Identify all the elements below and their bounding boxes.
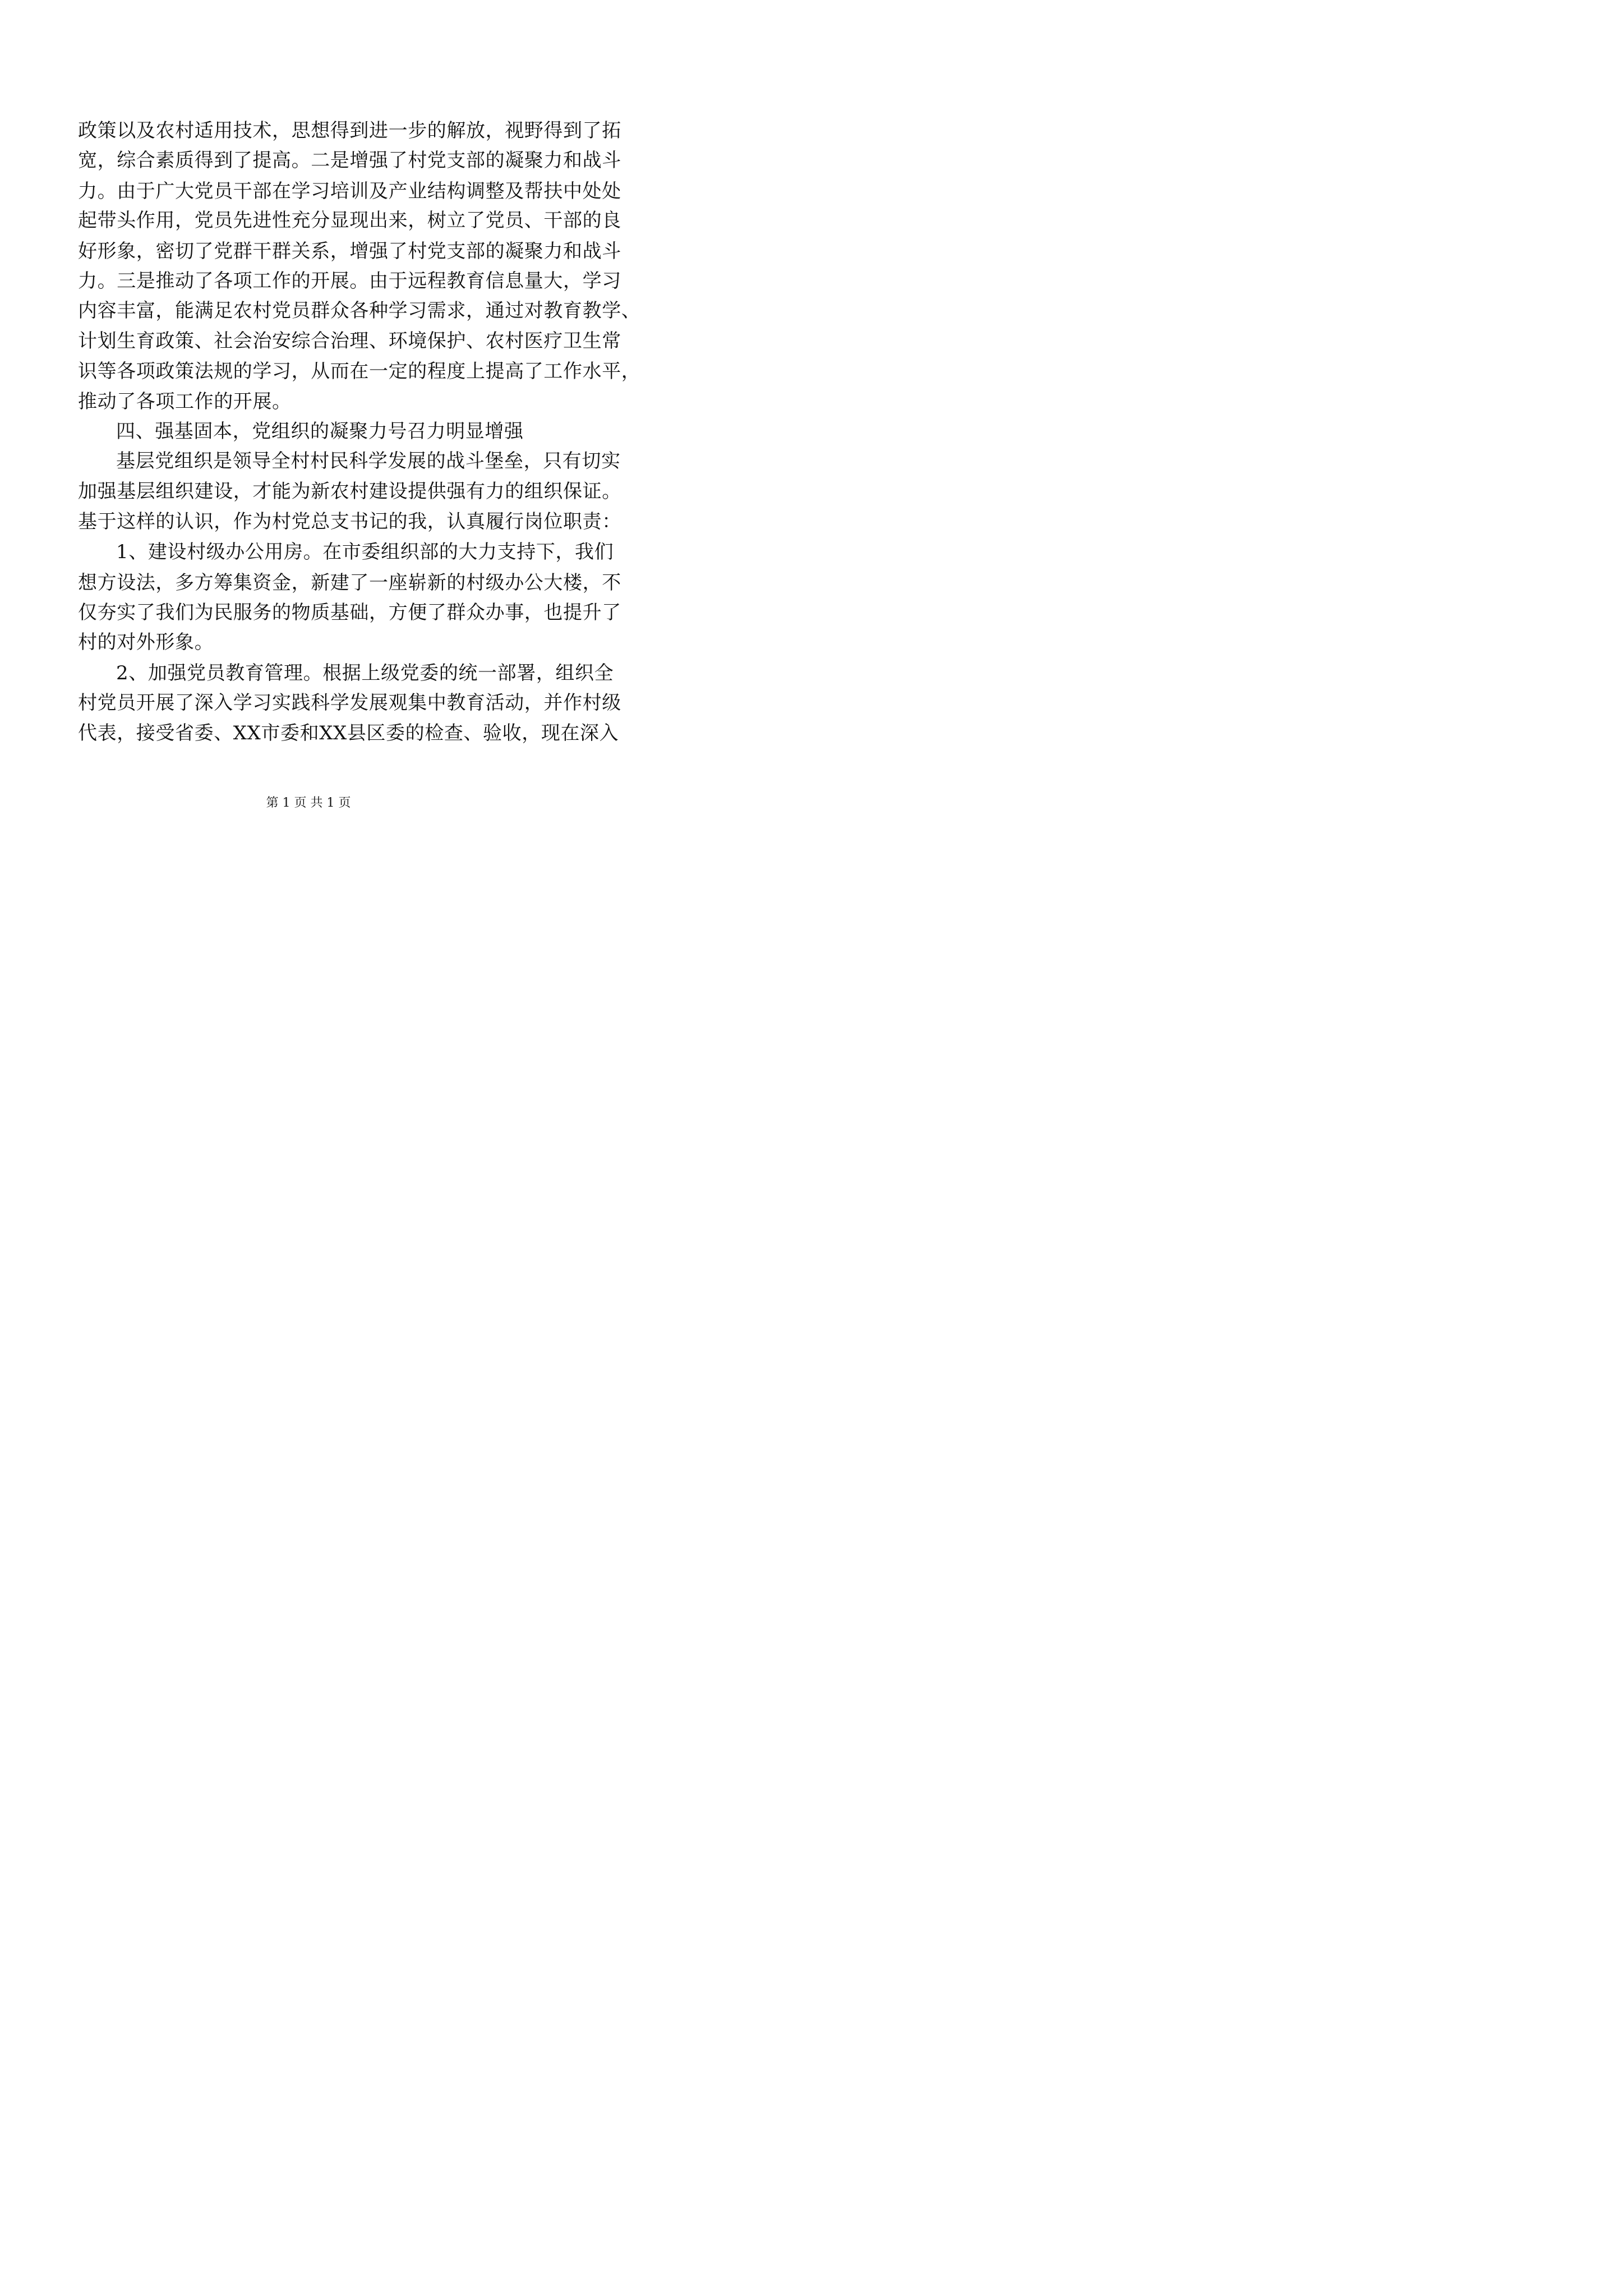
paragraph-line: 村党员开展了深入学习实践科学发展观集中教育活动，并作村级 xyxy=(78,692,621,714)
paragraph-line: 宽，综合素质得到了提高。二是增强了村党支部的凝聚力和战斗 xyxy=(78,149,621,172)
paragraph-line: 力。由于广大党员干部在学习培训及产业结构调整及帮扶中处处 xyxy=(78,180,621,203)
paragraph-line: 政策以及农村适用技术，思想得到进一步的解放，视野得到了拓 xyxy=(78,119,621,142)
page-number-footer: 第 1 页 共 1 页 xyxy=(266,796,351,810)
section-heading: 四、强基固本，党组织的凝聚力号召力明显增强 xyxy=(116,420,524,443)
paragraph-line: 计划生育政策、社会治安综合治理、环境保护、农村医疗卫生常 xyxy=(78,330,621,352)
paragraph-line: 1、建设村级办公用房。在市委组织部的大力支持下，我们 xyxy=(116,541,614,563)
paragraph-line: 加强基层组织建设，才能为新农村建设提供强有力的组织保证。 xyxy=(78,480,621,503)
paragraph-line: 好形象，密切了党群干群关系，增强了村党支部的凝聚力和战斗 xyxy=(78,240,621,263)
paragraph-line: 内容丰富，能满足农村党员群众各种学习需求，通过对教育教学、 xyxy=(78,300,641,322)
paragraph-line: 基于这样的认识，作为村党总支书记的我，认真履行岗位职责： xyxy=(78,510,621,533)
paragraph-line: 基层党组织是领导全村村民科学发展的战斗堡垒，只有切实 xyxy=(116,450,621,472)
paragraph-line: 仅夯实了我们为民服务的物质基础，方便了群众办事，也提升了 xyxy=(78,601,621,624)
paragraph-line: 力。三是推动了各项工作的开展。由于远程教育信息量大，学习 xyxy=(78,270,621,292)
document-page xyxy=(0,0,641,872)
paragraph-line: 推动了各项工作的开展。 xyxy=(78,390,292,413)
paragraph-line: 想方设法，多方筹集资金，新建了一座崭新的村级办公大楼，不 xyxy=(78,572,621,594)
paragraph-line: 识等各项政策法规的学习，从而在一定的程度上提高了工作水平， xyxy=(78,360,641,383)
paragraph-line: 起带头作用，党员先进性充分显现出来，树立了党员、干部的良 xyxy=(78,209,621,232)
paragraph-line: 代表，接受省委、XX市委和XX县区委的检查、验收，现在深入 xyxy=(78,722,619,744)
paragraph-line: 村的对外形象。 xyxy=(78,631,214,654)
paragraph-line: 2、加强党员教育管理。根据上级党委的统一部署，组织全 xyxy=(116,662,614,684)
